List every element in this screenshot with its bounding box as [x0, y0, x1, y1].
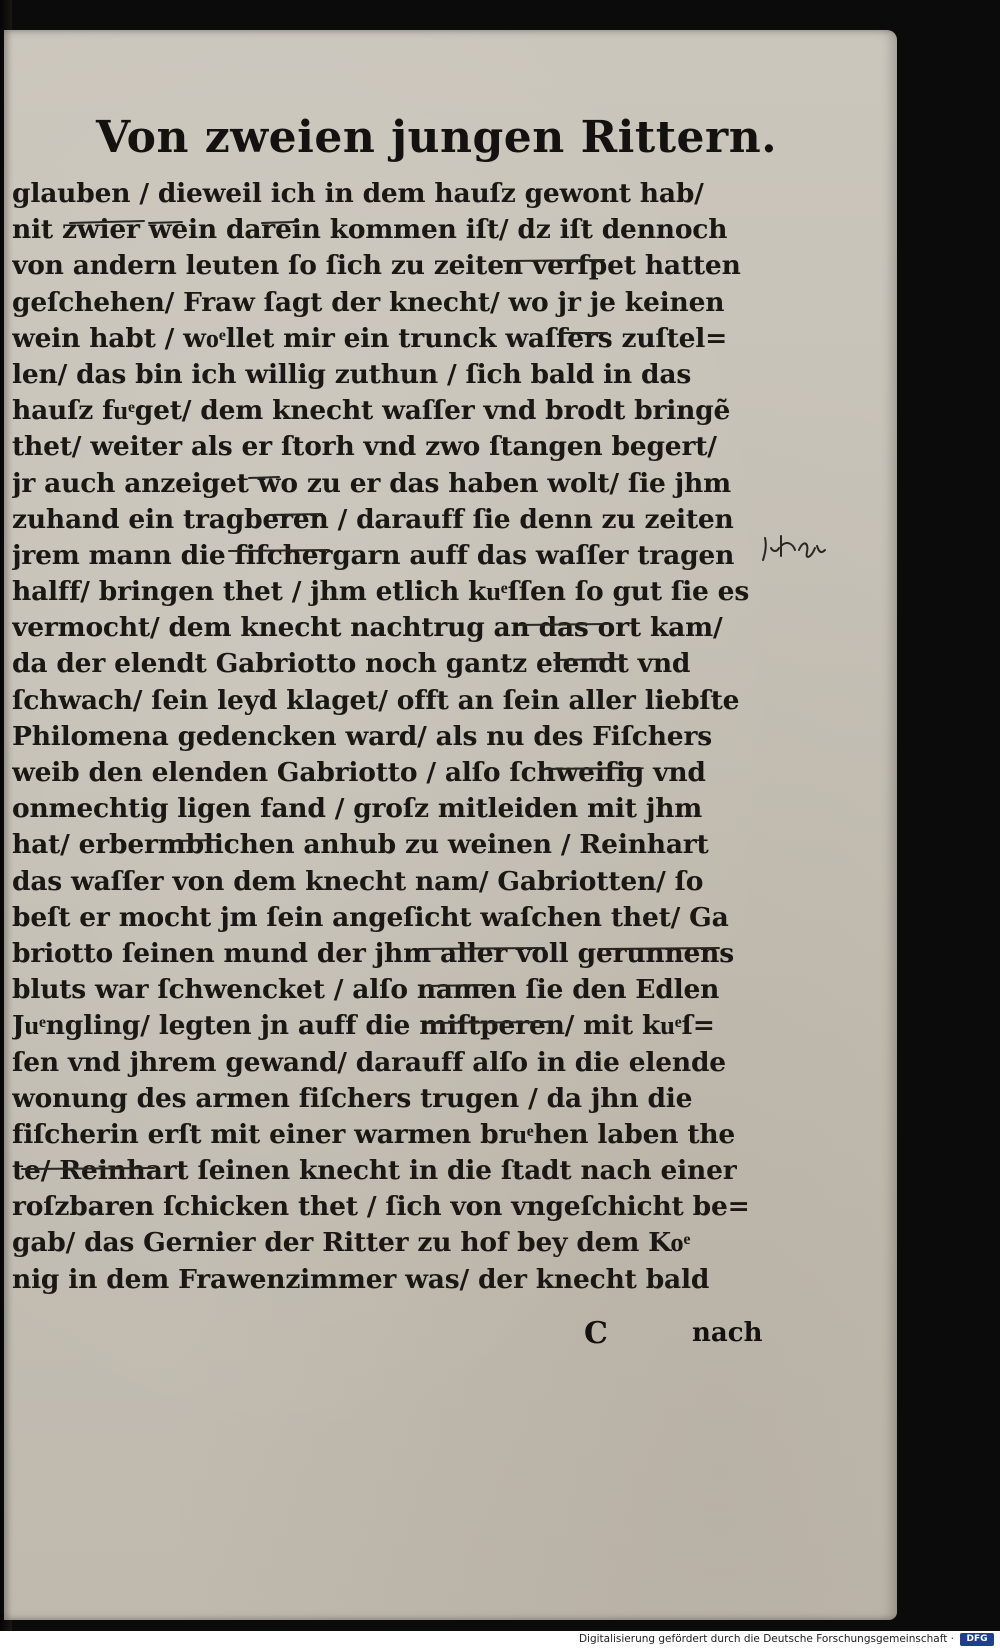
book-page: [4, 30, 897, 1620]
text-line: hauſz fuͤget/ dem knecht waſſer vnd brodt bringẽ: [12, 395, 731, 427]
text-line: Juͤngling/ legten jn auff die miſtperen/ mit kuͤſ=: [12, 1010, 715, 1042]
dfg-logo: DFG: [960, 1633, 994, 1646]
text-block: [12, 176, 772, 1298]
text-line: das waſſer von dem knecht nam/ Gabriotten/ ſo: [12, 865, 704, 897]
text-line: bluts war ſchwencket / alſo namen ſie den Edlen: [12, 974, 720, 1006]
text-line: te/ Reinhart ſeinen knecht in die ſtadt nach einer: [12, 1155, 737, 1187]
text-line: jr auch anzeiget wo zu er das haben wolt/ ſie jhm: [12, 467, 731, 499]
text-line: geſchehen/ Fraw ſagt der knecht/ wo jr je keinen: [12, 286, 725, 318]
text-line: ſchwach/ ſein leyd klaget/ offt an ſein aller liebſte: [12, 684, 740, 716]
footer-credit: Digitalisierung gefördert durch die Deutsche Forschungsgemeinschaft ·: [578, 1633, 954, 1645]
running-head: Von zweien jungen Rittern.: [96, 112, 778, 163]
text-line: thet/ weiter als er ſtorh vnd zwo ſtangen begert/: [12, 431, 717, 463]
text-line: wonung des armen fiſchers trugen / da jhn die: [12, 1082, 693, 1114]
text-line: weib den elenden Gabriotto / alſo ſchweiſig vnd: [12, 757, 706, 788]
text-line: glauben / dieweil ich in dem hauſz gewont hab/: [12, 178, 704, 209]
handwritten-margin-note: [759, 530, 829, 566]
text-line: Philomena gedencken ward/ als nu des Fiſchers: [12, 720, 712, 752]
text-line: len/ das bin ich willig zuthun / ſich bald in das: [12, 358, 692, 390]
text-line: wein habt / woͤllet mir ein trunck waſſers zuſtel=: [12, 322, 728, 354]
text-line: beſt er mocht jm ſein angeſicht waſchen thet/ Ga: [12, 901, 729, 933]
text-line: halff/ bringen thet / jhm etlich kuͤſſen ſo gut ſie es: [12, 576, 750, 608]
text-line: vermocht/ dem knecht nachtrug an das ort kam/: [12, 612, 723, 644]
text-line: ſen vnd jhrem gewand/ darauff alſo in die elende: [12, 1046, 726, 1078]
text-line: fiſcherin erſt mit einer warmen bruͤhen laben the: [12, 1118, 736, 1150]
text-line: da der elendt Gabriotto noch gantz elendt vnd: [12, 648, 691, 680]
text-line: hat/ erbermblichen anhub zu weinen / Reinhart: [12, 829, 709, 861]
signature-mark: C: [584, 1316, 608, 1351]
text-line: roſzbaren ſchicken thet / ſich von vngeſchicht be=: [12, 1191, 750, 1223]
catchword: nach: [692, 1318, 763, 1348]
text-line: jrem mann die fiſchergarn auff das waſſer tragen: [12, 539, 735, 571]
catchword-row: [584, 1316, 784, 1360]
text-line: zuhand ein tragberen / darauff ſie denn zu zeiten: [12, 503, 734, 535]
text-line: gab/ das Gernier der Ritter zu hof bey dem Koͤ: [12, 1227, 691, 1259]
text-line: briotto ſeinen mund der jhm aller voll gerunnens: [12, 937, 734, 969]
text-line: nit zwier wein darein kommen iſt/ dz iſt dennoch: [12, 214, 728, 246]
text-line: nig in dem Frawenzimmer was/ der knecht bald: [12, 1263, 710, 1295]
text-line: von andern leuten ſo ſich zu zeiten verſpet hatten: [12, 250, 741, 282]
text-line: onmechtig ligen fand / groſz mitleiden mit jhm: [12, 793, 703, 825]
footer-bar: [0, 1631, 1000, 1649]
